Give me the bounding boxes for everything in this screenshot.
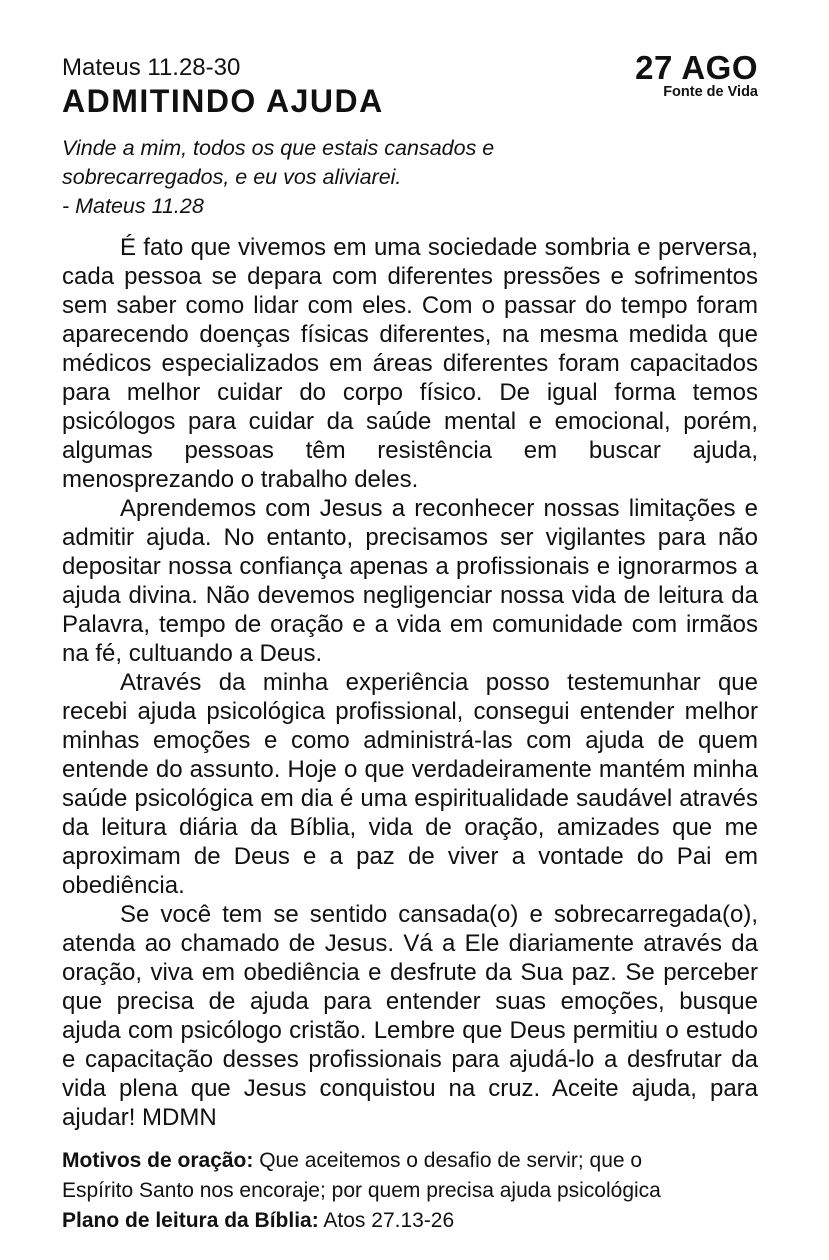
reading-plan bbox=[62, 1206, 758, 1236]
reading-label: Plano de leitura da Bíblia: bbox=[62, 1209, 319, 1232]
key-verse bbox=[62, 134, 758, 221]
body-paragraph: Através da minha experiência posso testemunhar que recebi ajuda psicológica profissional, consegui entender melhor minhas emoções e como administrá-las com ajuda de quem entende do assunto. Hoje o que verdadeiramente mantém minha saúde psicológica em dia é uma espiritualidade saudável através da leitura diária da Bíblia, vida de oração, amizades que me aproximam de Deus e a paz de viver a vontade do Pai em obediência. bbox=[62, 669, 758, 899]
verse-line: Vinde a mim, todos os que estais cansados e bbox=[62, 136, 495, 160]
verse-citation: - Mateus 11.28 bbox=[62, 194, 204, 218]
prayer-text: Que aceitemos o desafio de servir; que o bbox=[259, 1149, 643, 1172]
devotional-page bbox=[62, 50, 758, 1236]
body-paragraph: Se você tem se sentido cansada(o) e sobrecarregada(o), atenda ao chamado de Jesus. Vá a Ele diariamente através da oração, viva em obediência e desfrute da Sua paz. Se perceber que precisa de ajuda para entender suas emoções, busque ajuda com psicólogo cristão. Lembre que Deus permitiu o estudo e capacitação desses profissionais para ajudá-lo a desfrutar da vida plena que Jesus conquistou na cruz. Aceite ajuda, para ajudar! MDMN bbox=[62, 901, 758, 1131]
header bbox=[62, 50, 758, 120]
scripture-reference: Mateus 11.28-30 bbox=[62, 54, 241, 81]
page-title: ADMITINDO AJUDA bbox=[62, 83, 384, 119]
body-paragraph: Aprendemos com Jesus a reconhecer nossas limitações e admitir ajuda. No entanto, precisamos ser vigilantes para não depositar nossa confiança apenas a profissionais e ignorarmos a ajuda divina. Não devemos negligenciar nossa vida de leitura da Palavra, tempo de oração e a vida em comunidade com irmãos na fé, cultuando a Deus. bbox=[62, 495, 758, 667]
prayer-label: Motivos de oração: bbox=[62, 1149, 254, 1172]
footer bbox=[62, 1146, 758, 1236]
verse-line: sobrecarregados, e eu vos aliviarei. bbox=[62, 165, 402, 189]
prayer-topics bbox=[62, 1146, 758, 1176]
body-paragraph: É fato que vivemos em uma sociedade sombria e perversa, cada pessoa se depara com diferentes pressões e sofrimentos sem saber como lidar com eles. Com o passar do tempo foram aparecendo doenças físicas diferentes, na mesma medida que médicos especializados em áreas diferentes foram capacitados para melhor cuidar do corpo físico. De igual forma temos psicólogos para cuidar da saúde mental e emocional, porém, algumas pessoas têm resistência em buscar ajuda, menosprezando o trabalho deles. bbox=[62, 234, 758, 493]
devotional-body bbox=[62, 233, 758, 1132]
prayer-text-continued: Espírito Santo nos encoraje; por quem precisa ajuda psicológica bbox=[62, 1179, 661, 1202]
reading-text: Atos 27.13-26 bbox=[323, 1209, 455, 1232]
source-label: Fonte de Vida bbox=[663, 84, 758, 100]
date-label: 27 AGO bbox=[635, 49, 758, 86]
